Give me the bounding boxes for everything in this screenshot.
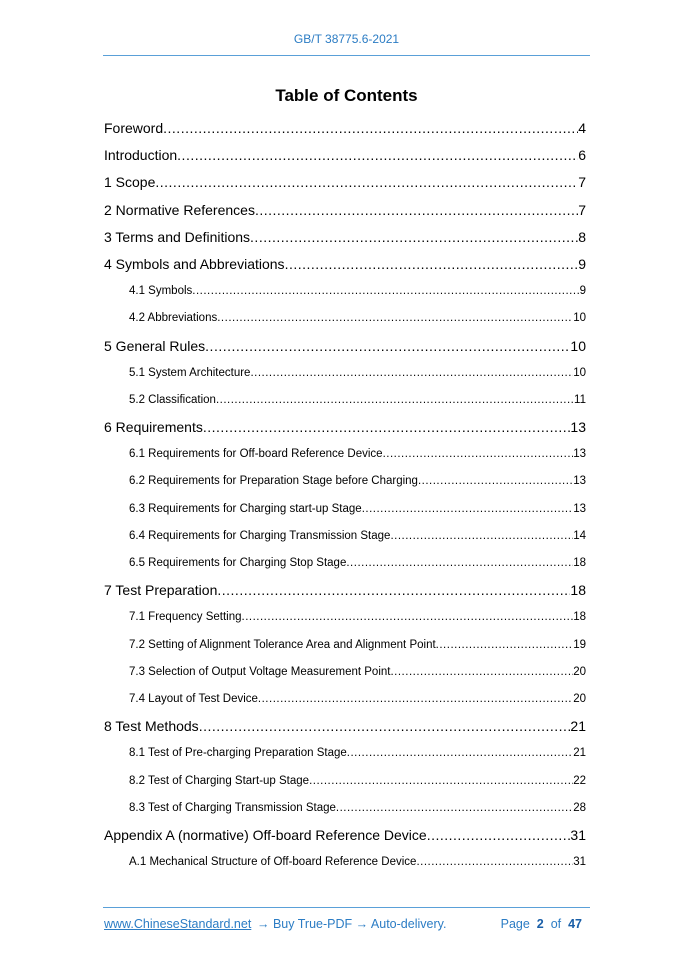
toc-entry-label: 7 Test Preparation: [104, 582, 218, 599]
toc-entry-label: 5.1 System Architecture: [129, 366, 251, 379]
toc-entry[interactable]: [104, 333, 586, 360]
page-word: Page: [500, 917, 530, 931]
toc-entry-label: 2 Normative References: [104, 201, 255, 218]
toc-entry-page: 21: [570, 718, 586, 735]
toc-subentry[interactable]: [104, 387, 586, 414]
toc-entry-page: 19: [573, 638, 586, 651]
header-divider: [103, 55, 590, 56]
toc-entry-page: 31: [570, 826, 586, 843]
toc-entry[interactable]: [104, 224, 586, 251]
toc-entry-page: 14: [573, 529, 586, 542]
toc-entry-label: 7.4 Layout of Test Device: [129, 692, 258, 705]
toc-subentry[interactable]: [104, 360, 586, 387]
toc-leader-dots: [346, 550, 573, 577]
toc-entry-page: 11: [574, 393, 586, 406]
page-indicator: [501, 917, 582, 931]
toc-subentry[interactable]: [104, 305, 586, 332]
toc-leader-dots: [427, 822, 571, 849]
toc-subentry[interactable]: [104, 686, 586, 713]
current-page-number: 2: [536, 917, 544, 931]
page-of-word: of: [550, 917, 562, 931]
toc-entry[interactable]: [104, 142, 586, 169]
toc-entry[interactable]: [104, 197, 586, 224]
toc-entry-page: 13: [573, 502, 586, 515]
table-of-contents: [104, 115, 586, 876]
toc-entry-page: 10: [573, 366, 586, 379]
toc-entry-label: 7.2 Setting of Alignment Tolerance Area and Alignment Point: [129, 638, 436, 651]
toc-entry-page: 31: [573, 856, 586, 869]
promo-text: → Buy True-PDF → Auto-delivery.: [257, 917, 447, 931]
toc-subentry[interactable]: [104, 768, 586, 795]
toc-entry-page: 18: [570, 582, 586, 599]
toc-entry-page: 10: [573, 312, 586, 325]
toc-entry-page: 13: [573, 475, 586, 488]
toc-leader-dots: [163, 115, 578, 142]
toc-entry-page: 20: [573, 692, 586, 705]
toc-leader-dots: [242, 604, 574, 631]
document-id-header: GB/T 38775.6-2021: [293, 32, 400, 46]
toc-entry-label: 6.4 Requirements for Charging Transmission Stage: [129, 529, 391, 542]
toc-leader-dots: [309, 768, 573, 795]
footer-divider: [103, 907, 590, 908]
toc-leader-dots: [199, 713, 571, 740]
toc-entry-label: 5.2 Classification: [129, 393, 216, 406]
page-title: Table of Contents: [275, 86, 418, 105]
toc-subentry[interactable]: [104, 523, 586, 550]
toc-entry[interactable]: [104, 822, 586, 849]
toc-leader-dots: [177, 142, 578, 169]
toc-entry[interactable]: [104, 713, 586, 740]
toc-subentry[interactable]: [104, 441, 586, 468]
toc-entry-label: 6 Requirements: [104, 419, 203, 436]
toc-leader-dots: [205, 333, 570, 360]
toc-entry[interactable]: [104, 169, 586, 196]
toc-entry[interactable]: [104, 577, 586, 604]
toc-entry-label: 8.3 Test of Charging Transmission Stage: [129, 801, 336, 814]
toc-leader-dots: [250, 224, 578, 251]
toc-entry-page: 9: [578, 255, 586, 272]
toc-entry-label: 8.1 Test of Pre-charging Preparation Stage: [129, 747, 347, 760]
toc-entry-label: 4.1 Symbols: [129, 285, 193, 298]
toc-entry-page: 18: [573, 557, 586, 569]
toc-leader-dots: [255, 197, 578, 224]
toc-subentry[interactable]: [104, 632, 586, 659]
toc-leader-dots: [217, 577, 570, 604]
toc-entry-page: 22: [573, 774, 586, 787]
toc-leader-dots: [383, 441, 574, 468]
toc-entry[interactable]: [104, 251, 586, 278]
toc-entry-label: 1 Scope: [104, 174, 156, 191]
toc-subentry[interactable]: [104, 278, 586, 305]
toc-entry-label: 7.1 Frequency Setting: [129, 611, 242, 624]
toc-entry-label: 5 General Rules: [104, 337, 206, 354]
toc-entry-page: 10: [570, 337, 586, 354]
toc-entry-page: 13: [573, 448, 586, 461]
toc-entry-page: 20: [573, 665, 586, 678]
toc-leader-dots: [336, 795, 573, 822]
toc-leader-dots: [347, 740, 573, 767]
toc-entry-label: 8.2 Test of Charging Start-up Stage: [129, 774, 310, 787]
toc-leader-dots: [418, 468, 573, 495]
toc-entry[interactable]: [104, 414, 586, 441]
toc-leader-dots: [203, 414, 571, 441]
toc-subentry[interactable]: [104, 795, 586, 822]
toc-leader-dots: [390, 523, 573, 550]
toc-entry-page: 21: [573, 747, 586, 760]
toc-entry-page: 18: [573, 611, 586, 624]
toc-subentry[interactable]: [104, 740, 586, 767]
toc-entry-label: Appendix A (normative) Off-board Reference Device: [104, 826, 427, 843]
toc-entry-label: 6.3 Requirements for Charging start-up Stage: [129, 502, 362, 515]
toc-leader-dots: [416, 849, 573, 876]
toc-entry-label: Foreword: [104, 120, 164, 136]
toc-entry-page: 9: [579, 285, 586, 298]
toc-leader-dots: [362, 496, 574, 523]
toc-subentry[interactable]: [104, 604, 586, 631]
toc-entry-label: A.1 Mechanical Structure of Off-board Reference Device: [129, 856, 417, 869]
total-page-count: 47: [568, 917, 582, 931]
toc-leader-dots: [217, 305, 573, 332]
toc-leader-dots: [258, 686, 573, 713]
toc-leader-dots: [250, 360, 573, 387]
toc-subentry[interactable]: [104, 659, 586, 686]
toc-subentry[interactable]: [104, 550, 586, 577]
toc-leader-dots: [216, 387, 574, 414]
toc-entry-page: 7: [578, 201, 586, 218]
toc-entry-label: 6.5 Requirements for Charging Stop Stage: [129, 557, 347, 569]
toc-subentry[interactable]: [104, 849, 586, 876]
footer: [104, 917, 586, 935]
toc-entry-page: 6: [578, 147, 586, 164]
toc-leader-dots: [285, 251, 579, 278]
toc-subentry[interactable]: [104, 468, 586, 495]
toc-entry-page: 8: [578, 228, 586, 245]
toc-entry-label: 6.1 Requirements for Off-board Reference Device: [129, 448, 383, 461]
toc-entry-page: 28: [573, 801, 586, 814]
toc-leader-dots: [155, 169, 578, 196]
toc-entry-label: 7.3 Selection of Output Voltage Measurement Point: [129, 665, 391, 678]
toc-leader-dots: [192, 278, 579, 305]
toc-entry-label: 3 Terms and Definitions: [104, 228, 251, 245]
toc-entry-label: 6.2 Requirements for Preparation Stage before Charging: [129, 475, 418, 488]
toc-leader-dots: [390, 659, 573, 686]
toc-leader-dots: [436, 632, 574, 659]
toc-entry-label: 4 Symbols and Abbreviations: [104, 255, 285, 272]
toc-subentry[interactable]: [104, 496, 586, 523]
toc-entry-label: Introduction: [104, 147, 178, 164]
website-link[interactable]: www.ChineseStandard.net: [104, 917, 252, 931]
toc-entry-page: 7: [578, 174, 586, 191]
toc-entry-page: 4: [578, 120, 586, 136]
toc-entry-label: 8 Test Methods: [104, 718, 199, 735]
toc-entry-label: 4.2 Abbreviations: [129, 312, 218, 325]
toc-entry[interactable]: [104, 115, 586, 142]
toc-entry-page: 13: [570, 419, 586, 436]
